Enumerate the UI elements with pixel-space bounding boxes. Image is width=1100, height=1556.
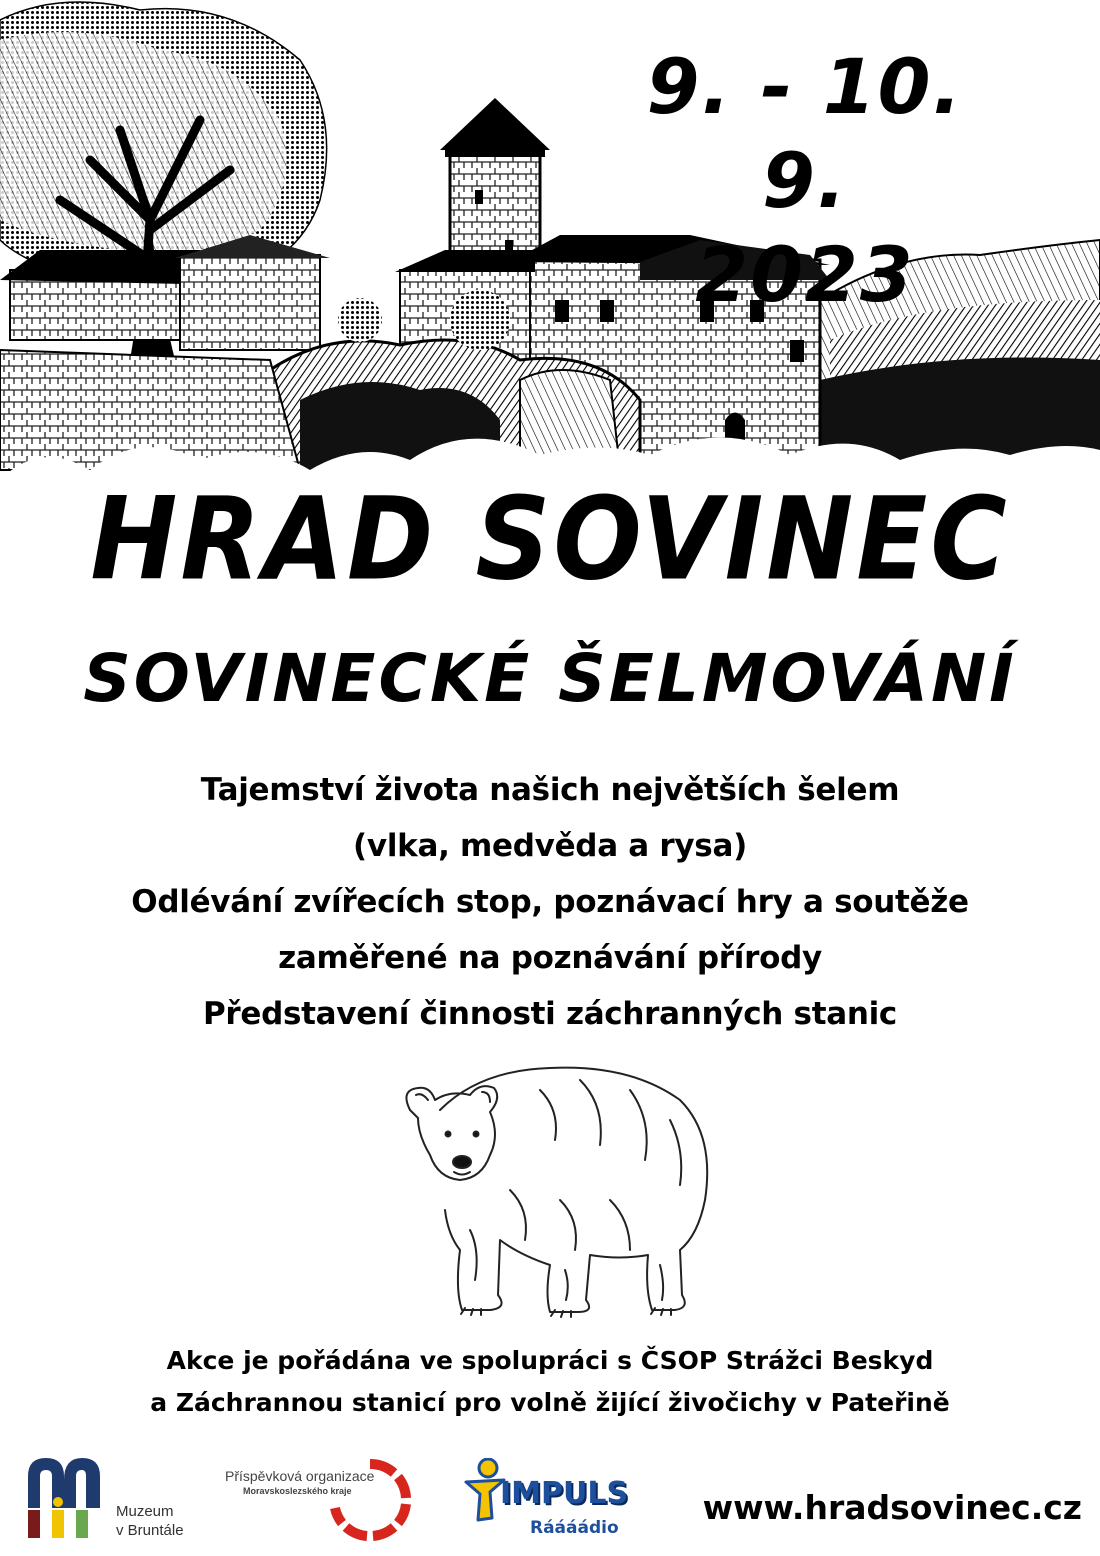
- organization-line1: Příspěvková organizace: [225, 1468, 375, 1484]
- muzeum-mark-icon: [28, 1458, 108, 1538]
- muzeum-name: [116, 1502, 184, 1540]
- muzeum-line1: Muzeum: [116, 1503, 174, 1520]
- impuls-name: IMPULS: [500, 1476, 629, 1511]
- organization-ring-icon: [328, 1458, 412, 1542]
- page-title: HRAD SOVINEC: [90, 471, 1010, 607]
- description-line: Představení činnosti záchranných stanic: [202, 996, 898, 1032]
- muzeum-logo[interactable]: [28, 1458, 228, 1538]
- organization-line2: Moravskoslezského kraje: [243, 1486, 352, 1496]
- description-line: zaměřené na poznávání přírody: [278, 940, 822, 976]
- date-year: 2023: [695, 230, 915, 319]
- date-range: 9. - 10. 9.: [646, 42, 964, 225]
- bear-icon: [390, 1050, 720, 1320]
- event-description: [0, 762, 1100, 1042]
- organization-logo[interactable]: [225, 1458, 415, 1538]
- bear-illustration: [390, 1050, 720, 1320]
- website-link[interactable]: www.hradsovinec.cz: [702, 1488, 1082, 1527]
- description-line: Tajemství života našich největších šelem: [200, 772, 900, 808]
- cooperation-line: a Záchrannou stanicí pro volně žijící živočichy v Pateřině: [150, 1388, 950, 1417]
- cooperation-line: Akce je pořádána ve spolupráci s ČSOP Strážci Beskyd: [166, 1346, 934, 1375]
- description-line: (vlka, medvěda a rysa): [353, 828, 747, 864]
- event-date: [605, 40, 1005, 322]
- muzeum-line2: v Bruntále: [116, 1522, 184, 1539]
- cooperation-note: [0, 1340, 1100, 1424]
- description-line: Odlévání zvířecích stop, poznávací hry a soutěže: [131, 884, 969, 920]
- impuls-sub: Ráááádio: [530, 1518, 619, 1538]
- impuls-logo[interactable]: [460, 1458, 660, 1548]
- event-subtitle: SOVINECKÉ ŠELMOVÁNÍ: [83, 640, 1017, 717]
- sponsor-logos: [0, 1450, 1100, 1550]
